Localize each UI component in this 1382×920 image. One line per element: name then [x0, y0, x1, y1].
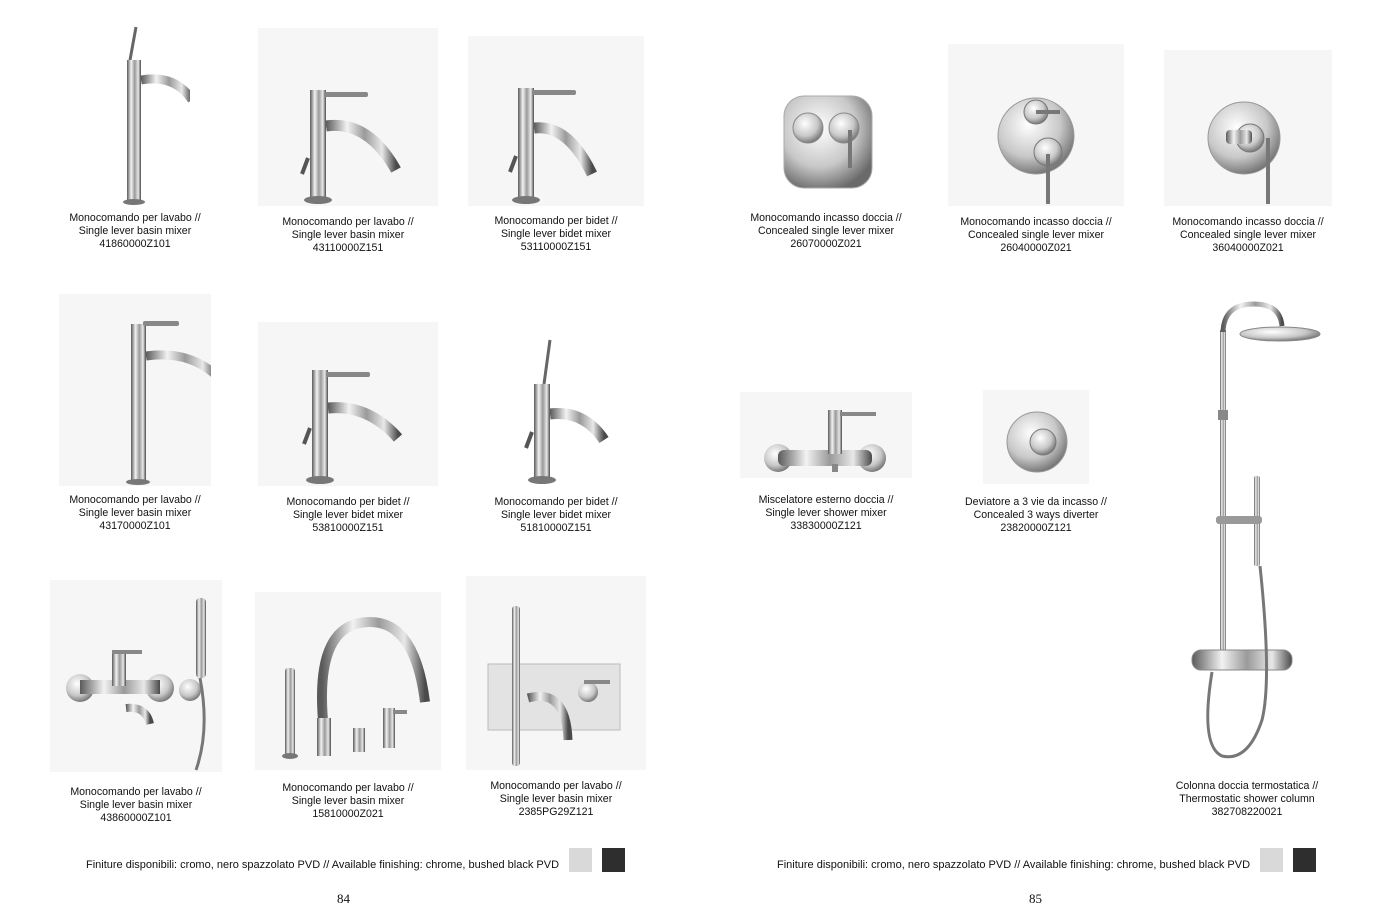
basin-mixer-image	[258, 28, 438, 206]
product-name-it: Monocomando per lavabo //	[490, 780, 622, 792]
product-name-it: Monocomando per bidet //	[286, 496, 410, 508]
product-name-en: Thermostatic shower column	[1179, 793, 1315, 805]
product-code: 41860000Z101	[99, 238, 171, 250]
brushed-black-swatch	[1293, 848, 1316, 872]
product-name-en: Single lever bidet mixer	[292, 509, 404, 521]
product-name-it: Monocomando per bidet //	[494, 215, 618, 227]
product-name-en: Single lever bidet mixer	[500, 228, 612, 240]
thermostatic-shower-column-image	[1172, 300, 1322, 762]
product-card	[40, 294, 230, 533]
brushed-black-swatch	[602, 848, 625, 872]
tall-basin-mixer-image	[59, 294, 211, 486]
product-code: 26040000Z021	[1000, 242, 1072, 254]
product-name-it: Monocomando incasso doccia //	[960, 216, 1112, 228]
product-code: 26070000Z021	[790, 238, 862, 250]
product-card	[735, 392, 917, 533]
product-code: 53810000Z151	[312, 522, 384, 534]
wall-mounted-bath-mixer-image	[466, 576, 646, 770]
product-name-it: Monocomando incasso doccia //	[750, 212, 902, 224]
product-code: 23820000Z121	[1000, 522, 1072, 534]
product-card	[461, 336, 651, 535]
product-name-it: Monocomando per lavabo //	[69, 212, 201, 224]
product-name-en: Single lever basin mixer	[499, 793, 613, 805]
product-card	[46, 580, 226, 825]
product-code: 43860000Z101	[100, 812, 172, 824]
product-name-en: Single lever basin mixer	[78, 507, 192, 519]
product-name-it: Monocomando per lavabo //	[282, 216, 414, 228]
product-code: 33830000Z121	[790, 520, 862, 532]
finishing-text: Finiture disponibili: cromo, nero spazzolato PVD // Available finishing: chrome, bushed black PVD	[86, 859, 560, 871]
bidet-mixer-image	[468, 36, 644, 206]
bidet-mixer-image	[468, 336, 644, 486]
product-card	[253, 28, 443, 255]
product-code: 43110000Z151	[312, 242, 384, 254]
product-name-it: Colonna doccia termostatica //	[1175, 780, 1319, 792]
product-name-it: Monocomando per bidet //	[494, 496, 618, 508]
product-code: 382708220021	[1211, 806, 1283, 818]
finishing-text: Finiture disponibili: cromo, nero spazzolato PVD // Available finishing: chrome, bushed black PVD	[777, 859, 1251, 871]
product-card	[253, 592, 443, 821]
product-card	[731, 86, 921, 251]
page-number: 85	[1029, 891, 1042, 906]
product-card	[1149, 300, 1345, 819]
product-name-en: Single lever basin mixer	[291, 229, 405, 241]
concealed-mixer-square-plate-image	[778, 86, 874, 196]
bathtub-mixer-set-image	[255, 592, 441, 770]
product-card	[941, 390, 1131, 535]
concealed-mixer-round-plate-image	[948, 44, 1124, 206]
page-number: 84	[337, 891, 350, 906]
product-card	[1153, 50, 1343, 255]
chrome-swatch	[1260, 848, 1283, 872]
product-name-en: Single lever basin mixer	[78, 225, 192, 237]
tall-basin-mixer-image	[80, 22, 190, 206]
catalog-page-85	[691, 0, 1382, 920]
product-name-en: Concealed single lever mixer	[1179, 229, 1317, 241]
product-code: 2385PG29Z121	[518, 806, 594, 818]
product-name-en: Single lever shower mixer	[765, 507, 887, 519]
product-name-en: Single lever basin mixer	[291, 795, 405, 807]
product-card	[461, 36, 651, 254]
product-name-it: Miscelatore esterno doccia //	[758, 494, 894, 506]
bath-shower-mixer-image	[50, 580, 222, 772]
product-code: 53110000Z151	[520, 241, 592, 253]
exposed-shower-mixer-image	[740, 392, 912, 478]
product-name-it: Monocomando per lavabo //	[69, 494, 201, 506]
concealed-diverter-image	[983, 390, 1089, 484]
product-name-en: Single lever basin mixer	[79, 799, 193, 811]
product-card	[941, 44, 1131, 255]
product-code: 43170000Z101	[99, 520, 171, 532]
concealed-mixer-single-plate-image	[1164, 50, 1332, 206]
product-name-it: Monocomando per lavabo //	[282, 782, 414, 794]
finishing-note	[777, 846, 1316, 872]
product-name-it: Deviatore a 3 vie da incasso //	[965, 496, 1107, 508]
product-name-it: Monocomando incasso doccia //	[1172, 216, 1324, 228]
product-card	[461, 576, 651, 819]
product-card	[253, 322, 443, 535]
product-name-en: Concealed 3 ways diverter	[973, 509, 1099, 521]
product-code: 51810000Z151	[520, 522, 592, 534]
product-name-it: Monocomando per lavabo //	[70, 786, 202, 798]
product-name-en: Single lever bidet mixer	[500, 509, 612, 521]
product-name-en: Concealed single lever mixer	[757, 225, 895, 237]
product-code: 36040000Z021	[1212, 242, 1284, 254]
finishing-note	[86, 846, 625, 872]
chrome-swatch	[569, 848, 592, 872]
product-code: 15810000Z021	[312, 808, 384, 820]
product-card	[40, 22, 230, 251]
bidet-mixer-image	[258, 322, 438, 486]
product-name-en: Concealed single lever mixer	[967, 229, 1105, 241]
